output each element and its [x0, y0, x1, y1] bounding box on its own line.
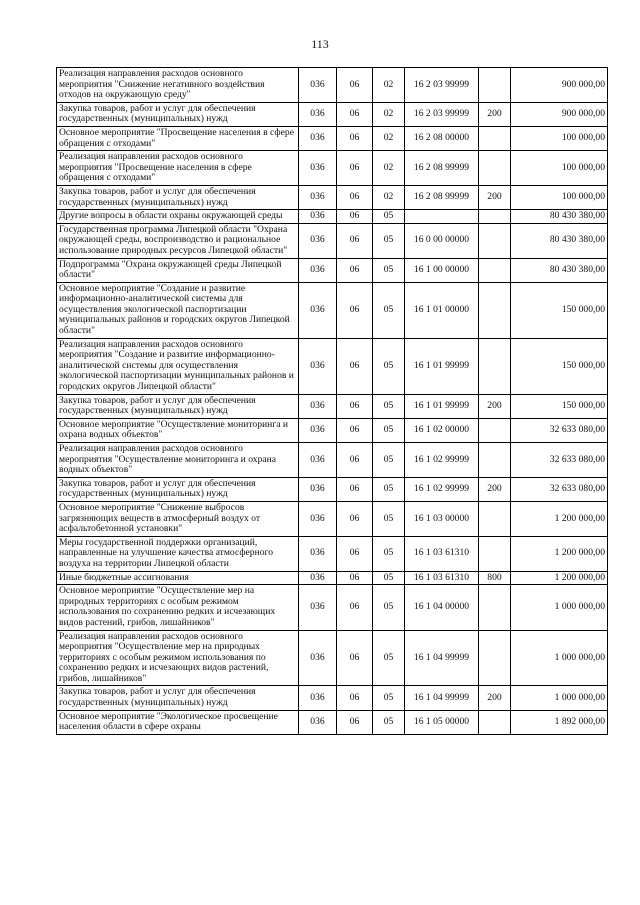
subsection-code: 02 — [373, 185, 405, 209]
expense-type-code — [479, 258, 511, 282]
subsection-code: 05 — [373, 710, 405, 734]
amount: 100 000,00 — [511, 185, 608, 209]
page-number: 113 — [311, 37, 329, 51]
expense-type-code: 200 — [479, 185, 511, 209]
target-article-code: 16 2 03 99999 — [405, 68, 479, 103]
table-row — [57, 151, 608, 186]
row-description: Закупка товаров, работ и услуг для обеспечения государственных (муниципальных) нужд — [57, 185, 299, 209]
amount: 900 000,00 — [511, 102, 608, 126]
row-description: Основное мероприятие "Создание и развитие информационно-аналитической системы для осуществления экологической паспортизации муниципальных районов и городских округов Липецкой области" — [57, 282, 299, 338]
subsection-code: 02 — [373, 68, 405, 103]
row-description: Реализация направления расходов основного мероприятия "Снижение негативного воздействия отходов на окружающую среду" — [57, 68, 299, 103]
section-code: 06 — [337, 338, 373, 394]
row-description: Основное мероприятие "Экологическое просвещение населения области в сфере охраны — [57, 710, 299, 734]
amount: 32 633 080,00 — [511, 418, 608, 442]
amount: 1 892 000,00 — [511, 710, 608, 734]
section-code: 06 — [337, 102, 373, 126]
table-row — [57, 126, 608, 150]
department-code: 036 — [299, 210, 337, 224]
section-code: 06 — [337, 68, 373, 103]
row-description: Закупка товаров, работ и услуг для обеспечения государственных (муниципальных) нужд — [57, 394, 299, 418]
subsection-code: 02 — [373, 126, 405, 150]
table-row — [57, 185, 608, 209]
amount: 900 000,00 — [511, 68, 608, 103]
expense-type-code: 200 — [479, 102, 511, 126]
department-code: 036 — [299, 477, 337, 501]
table-row — [57, 443, 608, 478]
department-code: 036 — [299, 418, 337, 442]
subsection-code: 05 — [373, 282, 405, 338]
expense-type-code — [479, 443, 511, 478]
row-description: Основное мероприятие "Осуществление мер на природных территориях с особым режимом использования по сохранению редких и исчезающих видов растений, грибов, лишайников" — [57, 585, 299, 630]
target-article-code: 16 1 03 00000 — [405, 501, 479, 536]
target-article-code: 16 1 01 00000 — [405, 282, 479, 338]
department-code: 036 — [299, 501, 337, 536]
section-code: 06 — [337, 258, 373, 282]
row-description: Основное мероприятие "Осуществление мониторинга и охрана водных объектов" — [57, 418, 299, 442]
row-description: Реализация направления расходов основного мероприятия "Просвещение населения в сфере обращения с отходами" — [57, 151, 299, 186]
table-row — [57, 501, 608, 536]
target-article-code: 16 1 04 00000 — [405, 585, 479, 630]
amount: 1 000 000,00 — [511, 585, 608, 630]
department-code: 036 — [299, 536, 337, 571]
table-row — [57, 418, 608, 442]
expense-type-code: 200 — [479, 477, 511, 501]
target-article-code: 16 1 00 00000 — [405, 258, 479, 282]
target-article-code: 16 1 01 99999 — [405, 394, 479, 418]
amount: 32 633 080,00 — [511, 477, 608, 501]
subsection-code: 05 — [373, 501, 405, 536]
expense-type-code — [479, 282, 511, 338]
row-description: Закупка товаров, работ и услуг для обеспечения государственных (муниципальных) нужд — [57, 477, 299, 501]
expense-type-code: 200 — [479, 686, 511, 710]
section-code: 06 — [337, 571, 373, 585]
subsection-code: 05 — [373, 630, 405, 686]
subsection-code: 05 — [373, 686, 405, 710]
amount: 100 000,00 — [511, 151, 608, 186]
amount: 1 200 000,00 — [511, 501, 608, 536]
department-code: 036 — [299, 630, 337, 686]
row-description: Реализация направления расходов основного мероприятия "Создание и развитие информационно-аналитической системы для осуществления экологической паспортизации муниципальных районов и городских округов Липецкой области" — [57, 338, 299, 394]
subsection-code: 05 — [373, 258, 405, 282]
budget-table — [56, 67, 608, 735]
expense-type-code — [479, 630, 511, 686]
department-code: 036 — [299, 126, 337, 150]
target-article-code: 16 1 03 61310 — [405, 536, 479, 571]
target-article-code: 16 2 08 00000 — [405, 126, 479, 150]
subsection-code: 05 — [373, 536, 405, 571]
row-description: Закупка товаров, работ и услуг для обеспечения государственных (муниципальных) нужд — [57, 102, 299, 126]
section-code: 06 — [337, 418, 373, 442]
expense-type-code — [479, 710, 511, 734]
target-article-code: 16 1 05 00000 — [405, 710, 479, 734]
section-code: 06 — [337, 477, 373, 501]
amount: 80 430 380,00 — [511, 223, 608, 258]
row-description: Основное мероприятие "Просвещение населения в сфере обращения с отходами" — [57, 126, 299, 150]
expense-type-code — [479, 338, 511, 394]
table-row — [57, 102, 608, 126]
target-article-code — [405, 210, 479, 224]
amount: 1 000 000,00 — [511, 686, 608, 710]
table-row — [57, 223, 608, 258]
row-description: Государственная программа Липецкой области "Охрана окружающей среды, воспроизводство и рациональное использование природных ресурсов Липецкой области" — [57, 223, 299, 258]
table-row — [57, 630, 608, 686]
department-code: 036 — [299, 282, 337, 338]
department-code: 036 — [299, 571, 337, 585]
subsection-code: 05 — [373, 443, 405, 478]
table-row — [57, 710, 608, 734]
section-code: 06 — [337, 710, 373, 734]
target-article-code: 16 2 08 99999 — [405, 151, 479, 186]
target-article-code: 16 1 04 99999 — [405, 686, 479, 710]
subsection-code: 02 — [373, 151, 405, 186]
table-row — [57, 585, 608, 630]
expense-type-code — [479, 210, 511, 224]
amount: 80 430 380,00 — [511, 210, 608, 224]
amount: 80 430 380,00 — [511, 258, 608, 282]
table-row — [57, 571, 608, 585]
expense-type-code — [479, 223, 511, 258]
target-article-code: 16 2 08 99999 — [405, 185, 479, 209]
amount: 150 000,00 — [511, 282, 608, 338]
section-code: 06 — [337, 223, 373, 258]
amount: 1 000 000,00 — [511, 630, 608, 686]
department-code: 036 — [299, 258, 337, 282]
expense-type-code — [479, 151, 511, 186]
table-row — [57, 686, 608, 710]
expense-type-code: 800 — [479, 571, 511, 585]
subsection-code: 02 — [373, 102, 405, 126]
row-description: Закупка товаров, работ и услуг для обеспечения государственных (муниципальных) нужд — [57, 686, 299, 710]
department-code: 036 — [299, 710, 337, 734]
department-code: 036 — [299, 151, 337, 186]
amount: 1 200 000,00 — [511, 536, 608, 571]
expense-type-code — [479, 418, 511, 442]
subsection-code: 05 — [373, 338, 405, 394]
expense-type-code — [479, 536, 511, 571]
expense-type-code: 200 — [479, 394, 511, 418]
section-code: 06 — [337, 151, 373, 186]
expense-type-code — [479, 585, 511, 630]
target-article-code: 16 0 00 00000 — [405, 223, 479, 258]
table-row — [57, 210, 608, 224]
section-code: 06 — [337, 630, 373, 686]
section-code: 06 — [337, 185, 373, 209]
subsection-code: 05 — [373, 571, 405, 585]
target-article-code: 16 1 03 61310 — [405, 571, 479, 585]
target-article-code: 16 2 03 99999 — [405, 102, 479, 126]
section-code: 06 — [337, 686, 373, 710]
amount: 150 000,00 — [511, 394, 608, 418]
section-code: 06 — [337, 282, 373, 338]
row-description: Основное мероприятие "Снижение выбросов загрязняющих веществ в атмосферный воздух от асфальтобетонной установки" — [57, 501, 299, 536]
department-code: 036 — [299, 68, 337, 103]
department-code: 036 — [299, 394, 337, 418]
section-code: 06 — [337, 536, 373, 571]
amount: 32 633 080,00 — [511, 443, 608, 478]
section-code: 06 — [337, 585, 373, 630]
section-code: 06 — [337, 394, 373, 418]
expense-type-code — [479, 68, 511, 103]
amount: 1 200 000,00 — [511, 571, 608, 585]
table-row — [57, 477, 608, 501]
row-description: Другие вопросы в области охраны окружающей среды — [57, 210, 299, 224]
table-row — [57, 338, 608, 394]
target-article-code: 16 1 04 99999 — [405, 630, 479, 686]
department-code: 036 — [299, 223, 337, 258]
subsection-code: 05 — [373, 223, 405, 258]
row-description: Меры государственной поддержки организаций, направленные на улучшение качества атмосферного воздуха на территории Липецкой области — [57, 536, 299, 571]
table-row — [57, 394, 608, 418]
section-code: 06 — [337, 501, 373, 536]
department-code: 036 — [299, 185, 337, 209]
target-article-code: 16 1 01 99999 — [405, 338, 479, 394]
row-description: Реализация направления расходов основного мероприятия "Осуществление мер на природных территориях с особым режимом использования по сохранению редких и исчезающих видов растений, грибов, лишайников" — [57, 630, 299, 686]
target-article-code: 16 1 02 99999 — [405, 443, 479, 478]
subsection-code: 05 — [373, 585, 405, 630]
table-row — [57, 68, 608, 103]
amount: 100 000,00 — [511, 126, 608, 150]
subsection-code: 05 — [373, 394, 405, 418]
table-row — [57, 282, 608, 338]
department-code: 036 — [299, 585, 337, 630]
department-code: 036 — [299, 686, 337, 710]
subsection-code: 05 — [373, 418, 405, 442]
table-row — [57, 536, 608, 571]
department-code: 036 — [299, 338, 337, 394]
subsection-code: 05 — [373, 210, 405, 224]
department-code: 036 — [299, 102, 337, 126]
target-article-code: 16 1 02 00000 — [405, 418, 479, 442]
table-row — [57, 258, 608, 282]
subsection-code: 05 — [373, 477, 405, 501]
department-code: 036 — [299, 443, 337, 478]
amount: 150 000,00 — [511, 338, 608, 394]
section-code: 06 — [337, 126, 373, 150]
target-article-code: 16 1 02 99999 — [405, 477, 479, 501]
row-description: Подпрограмма "Охрана окружающей среды Липецкой области" — [57, 258, 299, 282]
section-code: 06 — [337, 210, 373, 224]
expense-type-code — [479, 126, 511, 150]
row-description: Реализация направления расходов основного мероприятия "Осуществление мониторинга и охрана водных объектов" — [57, 443, 299, 478]
expense-type-code — [479, 501, 511, 536]
row-description: Иные бюджетные ассигнования — [57, 571, 299, 585]
section-code: 06 — [337, 443, 373, 478]
